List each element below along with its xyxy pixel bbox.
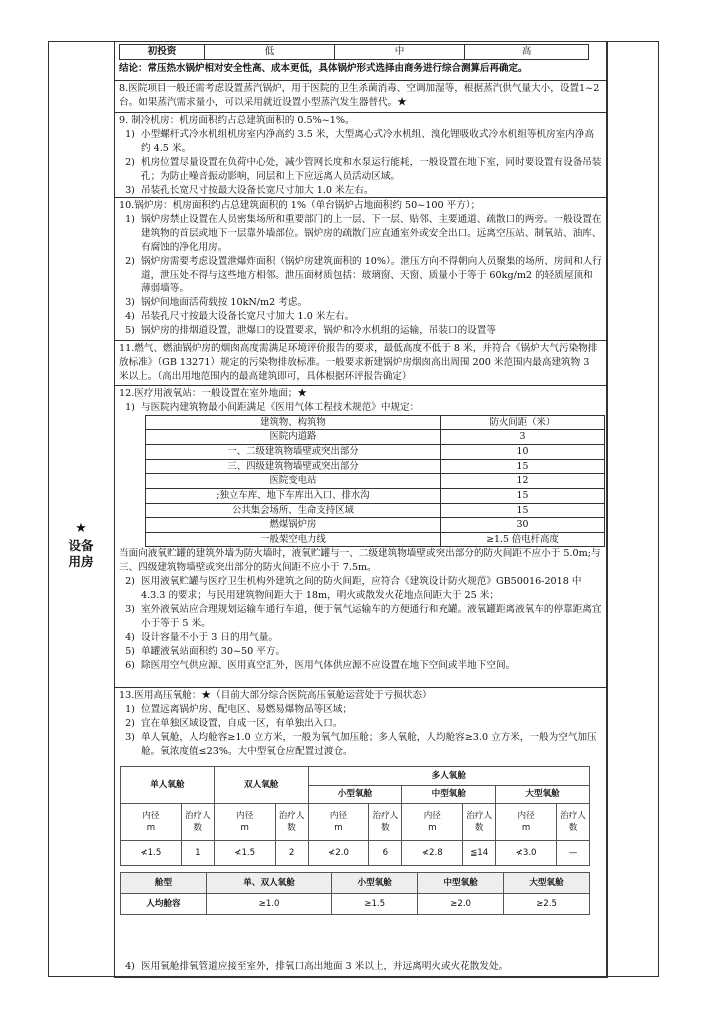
capacity-header: 大型氧舱: [504, 873, 590, 894]
list-item: [119, 659, 602, 673]
building-cell: 三、四级建筑物墙壁或突出部分: [146, 459, 441, 474]
item-number: 3): [125, 297, 135, 309]
chamber-value: ≮1.5: [121, 841, 182, 866]
item-text: 锅炉房需要考虑设置泄爆炸面积（锅炉房建筑面积的 10%）。泄压方向不得朝向人员聚集的场所、房间和人行道，泄压处不得与这些地方相邻。泄压面材质包括：玻璃窗、天窗、质量小于等于 60kg/m2 的轻质屋顶和薄弱墙等。: [141, 255, 602, 295]
multi-chamber-header: 多人氧舱: [308, 767, 589, 786]
diameter-header: [308, 804, 369, 841]
unit-label: m: [146, 823, 156, 833]
count-header: 治疗人数: [275, 804, 308, 841]
item-number: 1): [125, 703, 135, 715]
cost-low: 低: [205, 45, 335, 60]
item-number: 6): [125, 659, 135, 671]
fire-distance-table: [145, 415, 605, 548]
section-8-text: 8.医院项目一般还需考虑设置蒸汽锅炉，用于医院的卫生杀菌消毒、空调加湿等，根据蒸汽供气量大小，设置1~2台。如果蒸汽需求量小，可以采用就近设置小型蒸汽发生器替代。★: [119, 83, 600, 108]
section-9-title: 9. 制冷机房：机房面积约占总建筑面积的 0.5%~1%。: [119, 115, 355, 126]
section-10-title: 10.锅炉房：机房面积约占总建筑面积的 1%（单台锅炉占地面积约 50~100 平方）；: [119, 200, 481, 211]
distance-cell: 12: [441, 474, 605, 489]
distance-cell: ≥1.5 倍电杆高度: [441, 532, 605, 547]
list-item: [119, 310, 602, 324]
header-cell: 防火间距（米）: [441, 415, 605, 430]
diameter-label: 内径: [423, 810, 441, 821]
diameter-label: 内径: [329, 810, 348, 821]
chamber-value: 2: [275, 841, 308, 866]
building-cell: 一般架空电力线: [146, 532, 441, 547]
item-text: 设计容量不小于 3 日的用气量。: [141, 631, 278, 643]
table-row: [146, 503, 605, 518]
category-label: [48, 520, 114, 571]
right-column-divider: [606, 41, 607, 977]
diameter-label: 内径: [142, 810, 160, 821]
item-number: 3): [125, 184, 135, 196]
item-number: 3): [125, 604, 135, 616]
item-text: 室外液氧站应合理规划运输车通行车道，便于氧气运输车的方便通行和充罐。液氧罐距离液氧车的停靠距离宜小于等于 5 米。: [141, 604, 602, 629]
item-text: 锅炉房的排烟道设置，泄爆口的设置要求，锅炉和冷水机组的运输，吊装口的设置等: [141, 325, 496, 337]
outer-left-border: [48, 41, 49, 977]
table-row: [121, 873, 590, 894]
list-item: [119, 401, 602, 415]
unit-label: m: [521, 823, 531, 833]
item-number: 4): [125, 631, 135, 643]
diameter-header: [121, 804, 182, 841]
list-item: [119, 717, 602, 731]
outer-right-border: [658, 41, 659, 977]
unit-label: m: [334, 823, 343, 833]
section-12-title: 12.医疗用液氧站：一般设置在室外地面；★: [119, 388, 307, 399]
bottom-border: [48, 976, 659, 977]
section-11-text: 11.燃气、燃油锅炉房的烟囱高度需满足环境评价报告的要求，最低高度不低于 8 米，并符合《锅炉大气污染物排放标准》（GB 13271）规定的污染物排放标准。一般要求新建锅炉房烟囱高出周围 200 米范围内最高建筑物 3 米以上。（高出用地范围内的最高建筑即可，具体根据环评报告确定）: [119, 343, 598, 382]
chamber-value: 6: [369, 841, 402, 866]
table-row: [121, 894, 590, 915]
diameter-label: 内径: [517, 810, 535, 821]
cost-mid: 中: [335, 45, 465, 60]
table-row: [121, 841, 590, 866]
list-item: [119, 731, 602, 759]
building-cell: 医院内道路: [146, 430, 441, 445]
list-item: [119, 603, 602, 631]
distance-cell: 30: [441, 518, 605, 533]
capacity-header: 中型氧舱: [418, 873, 504, 894]
table-header-row: [146, 415, 605, 430]
section-12-note: 当面向液氧贮罐的建筑外墙为防火墙时，液氧贮罐与一、二级建筑物墙壁或突出部分的防火间距不应小于 5.0m;与三、四级建筑物墙壁或突出部分的防火间距不应小于 7.5m。: [119, 548, 601, 574]
small-chamber-header: 小型氧舱: [308, 785, 402, 804]
distance-cell: 15: [441, 503, 605, 518]
item-text: 除医用空气供应源、医用真空汇外，医用气体供应源不应设置在地下空间或半地下空间。: [141, 659, 516, 671]
chamber-value: ≦14: [463, 841, 496, 866]
capacity-value: ≥2.5: [504, 894, 590, 915]
list-item: [119, 645, 602, 659]
item-number: 5): [125, 645, 135, 657]
unit-label: m: [428, 823, 437, 833]
table-row: [146, 445, 605, 460]
cost-row: [120, 45, 589, 60]
item-text: 锅炉房禁止设置在人员密集场所和重要部门的上一层、下一层、贴邻、主要通道、疏散口的两旁。一般设置在建筑物的首层或地下一层靠外墙部位。锅炉房的疏散门应直通室外或安全出口。远离空压站、制氧站、油库、有腐蚀的净化用房。: [141, 213, 602, 253]
item-number: 3): [125, 731, 135, 743]
item-number: 4): [125, 311, 135, 323]
table-row: [146, 430, 605, 445]
cost-label: 初投资: [120, 45, 205, 60]
table-row: [146, 532, 605, 547]
item-number: 1): [125, 213, 135, 225]
distance-cell: 15: [441, 459, 605, 474]
section-8: [115, 81, 606, 113]
capacity-value: ≥2.0: [418, 894, 504, 915]
list-item: [119, 156, 602, 184]
item-text: 位置远离锅炉房、配电区、易燃易爆物品等区域；: [141, 703, 353, 715]
list-item: [119, 128, 602, 156]
item-text: 单人氧舱，人均舱容≥1.0 立方米，一般为氧气加压舱；多人氧舱，人均舱容≥3.0 立方米，一般为空气加压舱。氧浓度值≤23%。大中型氧仓应配置过渡仓。: [141, 731, 597, 757]
item-number: 4): [125, 961, 135, 972]
diameter-label: 内径: [236, 810, 254, 821]
distance-cell: 15: [441, 488, 605, 503]
diameter-header: [402, 804, 463, 841]
section-12: [115, 386, 606, 688]
chamber-value: ≮2.0: [308, 841, 369, 866]
item-number: 1): [125, 128, 135, 140]
diameter-header: [214, 804, 275, 841]
list-item: [119, 213, 602, 255]
item-text: 小型螺杆式冷水机组机房室内净高约 3.5 米，大型离心式冷水机组、溴化锂吸收式冷水机组等机房室内净高约 4.5 米。: [141, 128, 595, 154]
item-text: 锅炉间地面活荷载按 10kN/m2 考虑。: [141, 297, 308, 309]
item-number: 1): [125, 401, 135, 413]
chamber-value: —: [557, 841, 590, 866]
list-item: [119, 631, 602, 645]
count-header: 治疗人数: [463, 804, 496, 841]
capacity-header: 小型氧舱: [332, 873, 418, 894]
table-row: [146, 459, 605, 474]
item-text: 医用氧舱排氧管道应接至室外，排氧口高出地面 3 米以上，并远离明火或火花散发处。: [141, 961, 509, 972]
chamber-capacity-table: [120, 872, 590, 915]
capacity-value: ≥1.0: [206, 894, 331, 915]
medium-chamber-header: 中型氧舱: [402, 785, 496, 804]
capacity-header: 舱型: [121, 873, 207, 894]
capacity-value: ≥1.5: [332, 894, 418, 915]
list-item: [119, 184, 602, 198]
chamber-value: 1: [181, 841, 214, 866]
category-text: 设备用房: [68, 537, 94, 570]
item-number: 2): [125, 576, 135, 588]
capacity-header: 单、双人氧舱: [206, 873, 331, 894]
item-text: 医用液氧贮罐与医疗卫生机构外建筑之间的防火间距，应符合《建筑设计防火规范》GB50016-2018 中 4.3.3 的要求；与民用建筑物间距大于 18m，明火或散发火花地点间距大于 25 米；: [141, 576, 582, 602]
building-cell: 燃煤锅炉房: [146, 518, 441, 533]
double-chamber-header: 双人氧舱: [214, 767, 308, 804]
list-item: [119, 960, 599, 974]
distance-cell: 3: [441, 430, 605, 445]
item-text: 吊装孔尺寸按最大设备长宽尺寸加大 1.0 米左右。: [141, 311, 355, 323]
item-text: 吊装孔长宽尺寸按最大设备长宽尺寸加大 1.0 米左右。: [141, 184, 374, 196]
cost-comparison-section: [115, 41, 606, 81]
chamber-value: ≮1.5: [214, 841, 275, 866]
header-cell: 建筑物、构筑物: [146, 415, 441, 430]
section-9: [115, 113, 606, 198]
table-row: [146, 474, 605, 489]
chamber-size-table: [120, 766, 590, 866]
count-header: 治疗人数: [369, 804, 402, 841]
cost-table: [119, 44, 589, 60]
chamber-spec-figure: [120, 766, 594, 915]
building-cell: 一、二级建筑物墙壁或突出部分: [146, 445, 441, 460]
item-text: 与医院内建筑物最小间距满足《医用气体工程技术规范》中规定：: [141, 401, 420, 413]
count-header: 治疗人数: [557, 804, 590, 841]
list-item: [119, 255, 602, 297]
category-star: ★: [75, 521, 87, 536]
distance-cell: 10: [441, 445, 605, 460]
table-row: [146, 518, 605, 533]
chamber-value: ≮3.0: [496, 841, 557, 866]
building-cell: ;独立车库、地下车库出入口、排水沟: [146, 488, 441, 503]
item-text: 宜在单独区域设置，自成一区，有单独出入口。: [141, 717, 343, 729]
chamber-value: ≮2.8: [402, 841, 463, 866]
large-chamber-header: 大型氧舱: [496, 785, 590, 804]
count-header: 治疗人数: [181, 804, 214, 841]
table-row: [146, 488, 605, 503]
item-text: 机房位置尽量设置在负荷中心处，减少管网长度和水泵运行能耗，一般设置在地下室，同时要设置有设备吊装孔；为防止噪音振动影响，同层和上下应远离人员活动区域。: [141, 156, 602, 182]
item-text: 单罐液氧站面积约 30~50 平方。: [141, 645, 286, 657]
section-11: [115, 341, 606, 386]
item-number: 2): [125, 156, 135, 168]
single-chamber-header: 单人氧舱: [121, 767, 215, 804]
conclusion-text: 结论：常压热水锅炉相对安全性高、成本更低，具体锅炉形式选择由商务进行综合测算后再确定。: [119, 62, 528, 74]
item-number: 5): [125, 325, 135, 337]
list-item: [119, 575, 602, 603]
diameter-header: [496, 804, 557, 841]
list-item: [119, 296, 602, 310]
item-number: 2): [125, 717, 135, 729]
item-number: 2): [125, 255, 135, 267]
capacity-value: 人均舱容: [121, 894, 207, 915]
list-item: [119, 324, 602, 338]
table-row: [121, 767, 590, 786]
building-cell: 公共集会场所、生命支持区域: [146, 503, 441, 518]
list-item: [119, 703, 602, 717]
table-row: [121, 804, 590, 841]
cost-high: 高: [465, 45, 589, 60]
unit-label: m: [240, 823, 249, 833]
section-13-title: 13.医用高压氧舱：★（目前大部分综合医院高压氧舱运营处于亏损状态）: [119, 690, 432, 701]
section-10: [115, 198, 606, 341]
building-cell: 医院变电站: [146, 474, 441, 489]
